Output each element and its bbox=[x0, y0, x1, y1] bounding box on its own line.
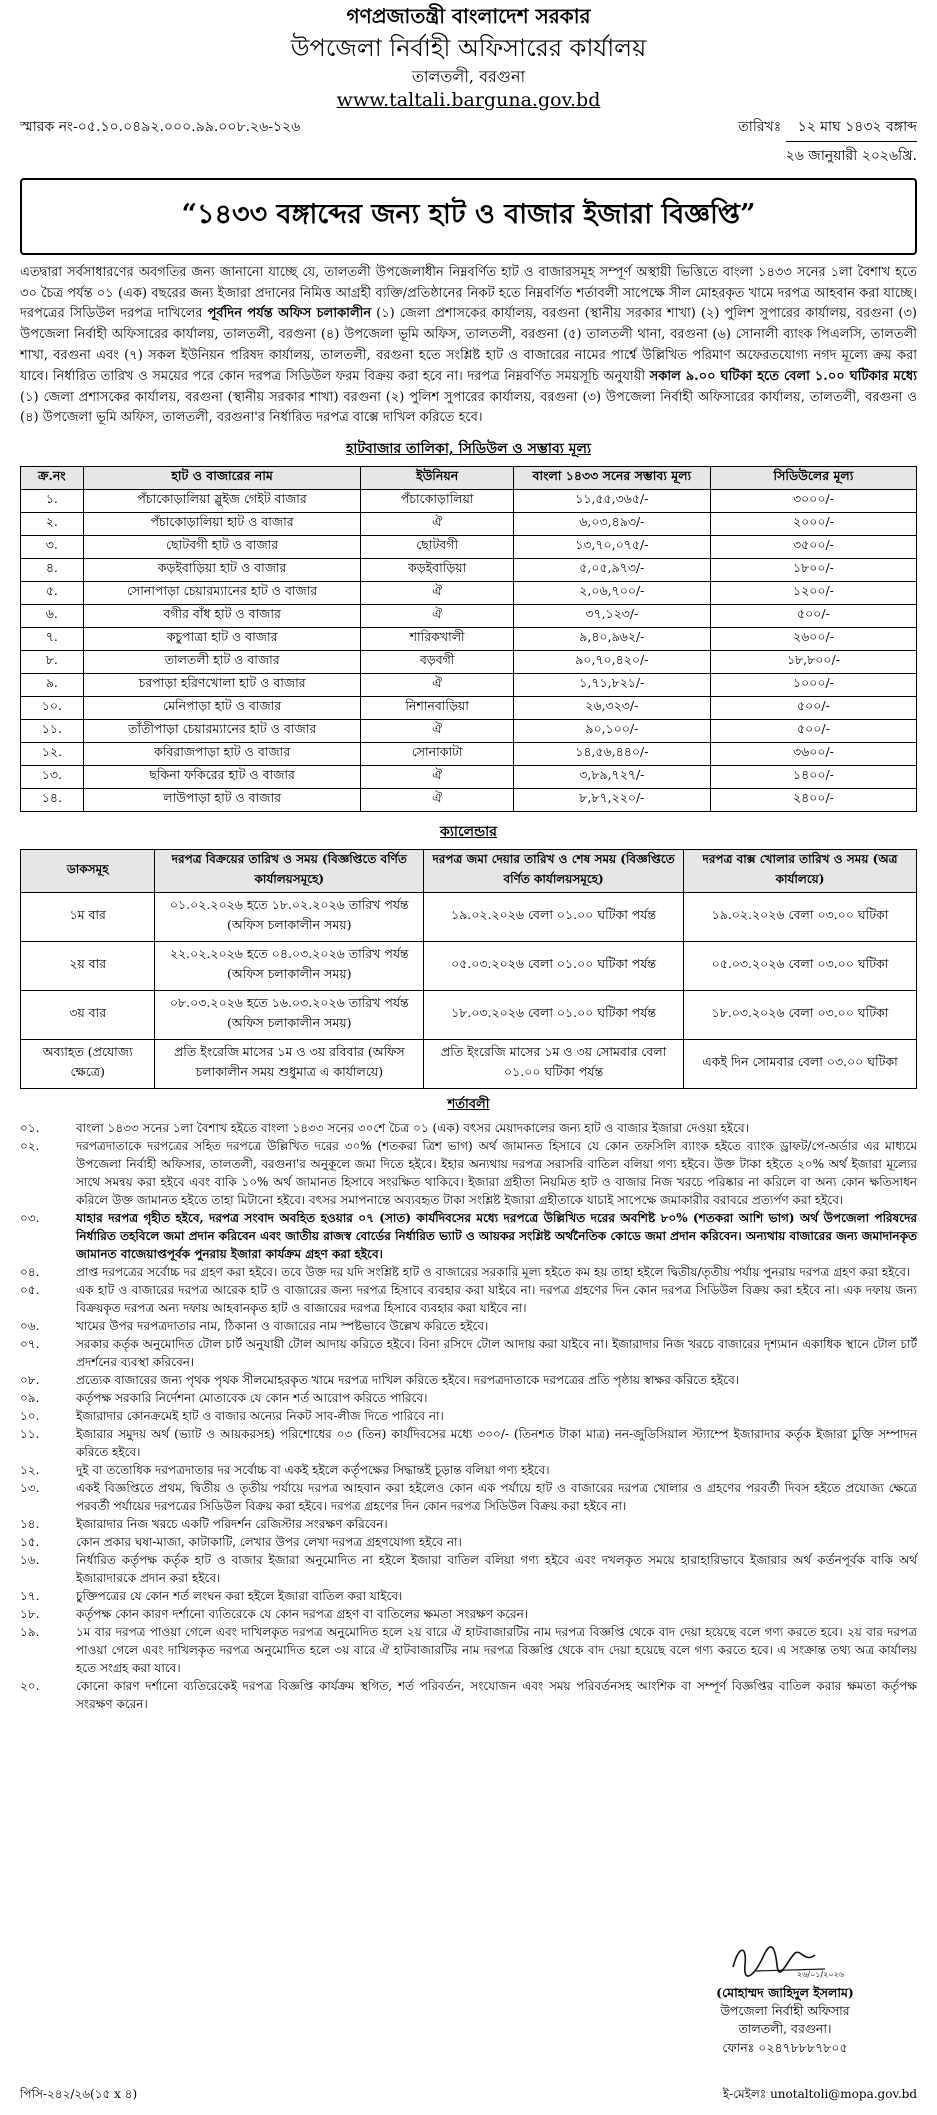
condition-text: ইজারার সমুদয় অর্থ (ভ্যাট ও আয়করসহ) পরিশোধের ০৩ (তিন) কার্যদিবসের মধ্যে ৩০০/- (তিনশত টাকা মাত্র) নন-জুডিসিয়াল স্ট্যাম্পে ইজারাদার কর্তৃক ইজারা চুক্তি সম্পাদন করিতে হইবে। bbox=[76, 1427, 917, 1460]
market-table-title: হাটবাজার তালিকা, সিডিউল ও সম্ভাব্য মূল্য bbox=[346, 441, 591, 458]
table-row bbox=[21, 651, 917, 674]
condition-number: ১১. bbox=[20, 1427, 40, 1442]
condition-text: প্রত্যেক বাজারের জন্য পৃথক পৃথক সীলমোহরকৃত খামে দরপত্র দাখিল করিতে হইবে। দরপত্রদাতাকে দরপত্রের প্রতি পৃষ্ঠায় স্বাক্ষর করিতে হইবে। bbox=[76, 1373, 740, 1388]
table-row bbox=[21, 766, 917, 789]
condition-number: ০৩. bbox=[20, 1211, 40, 1226]
list-item bbox=[20, 1281, 917, 1317]
calendar-cell: ০৮.০৩.২০২৬ হতে ১৬.০৩.২০২৬ তারিখ পর্যন্ত (অফিস চলাকালীন সময়) bbox=[155, 991, 424, 1040]
market-cell: ১৪. bbox=[21, 789, 84, 812]
market-cell: তালতলী হাট ও বাজার bbox=[83, 651, 361, 674]
market-cell: কড়ইবাড়িয়া bbox=[361, 559, 513, 582]
market-cell: ৯. bbox=[21, 674, 84, 697]
condition-number: ০৬. bbox=[20, 1319, 40, 1334]
market-cell: সোনাপাড়া চেয়ারম্যানের হাট ও বাজার bbox=[83, 582, 361, 605]
market-cell: ঐ bbox=[361, 513, 513, 536]
market-cell: ছকিনা ফকিরের হাট ও বাজার bbox=[83, 766, 361, 789]
intro-text-1: এতদ্বারা সর্বসাধারণের অবগতির জন্য জানানো যাচ্ছে যে, তালতলী উপজেলাধীন নিম্নবর্ণিত হাট ও বাজারসমূহ সম্পূর্ণ অস্থায়ী ভিত্তিতে বাংলা ১৪৩৩ সনের ১লা বৈশাখ হতে ৩০ চৈত্র পর্যন্ত ০১ (এক) বছরের জন্য ইজারা প্রদানের নিমিত্ত আগ্রহী ব্যক্তি/প্রতিষ্ঠানের নিকট হতে নিম্নবর্ণিত শর্তাবলী সাপেক্ষে সীল মোহরকৃত খামে দরপত্র আহবান করা যাচ্ছে। দরপত্রের সিডিউল দরপত্র দাখিলের bbox=[20, 264, 917, 322]
condition-number: ০১. bbox=[20, 1121, 40, 1136]
condition-number: ১৩. bbox=[20, 1481, 40, 1496]
market-cell: ১৮০০/- bbox=[710, 559, 916, 582]
market-cell: ১১,৫৫,৩৬৫/- bbox=[513, 490, 710, 513]
list-item bbox=[20, 1371, 917, 1389]
condition-text: কর্তৃপক্ষ সরকারি নির্দেশনা মোতাবেক যে কোন শর্ত আরোপ করিতে পারিবে। bbox=[76, 1391, 428, 1406]
list-item bbox=[20, 1623, 917, 1677]
condition-text: কোনো কারণ দর্শানো ব্যতিরেকেই দরপত্র বিজ্ঞপ্তি কার্যক্রম স্থগিত, শর্ত পরিবর্তন, সংযোজন এবং সময় পরিবর্তনসহ আংশিক বা সম্পূর্ণ বিজ্ঞপ্তির বাতিল করার ক্ষমতা কর্তৃপক্ষ সংরক্ষণ করেন। bbox=[76, 1679, 917, 1712]
calendar-cell: ০৫.০৩.২০২৬ বেলা ০৩.০০ ঘটিকা bbox=[684, 942, 917, 991]
market-cell: ৭. bbox=[21, 628, 84, 651]
market-header-cell: ইউনিয়ন bbox=[361, 467, 513, 490]
condition-number: ১৬. bbox=[20, 1553, 40, 1568]
table-row bbox=[21, 720, 917, 743]
market-cell: ঐ bbox=[361, 605, 513, 628]
intro-paragraph bbox=[20, 263, 917, 429]
calendar-cell: ১৯.০২.২০২৬ বেলা ০১.০০ ঘটিকা পর্যন্ত bbox=[424, 893, 684, 942]
market-cell: কড়ইবাড়িয়া হাট ও বাজার bbox=[83, 559, 361, 582]
list-item bbox=[20, 1479, 917, 1515]
list-item bbox=[20, 1587, 917, 1605]
condition-text: চুক্তিপত্রের যে কোন শর্ত লংঘন করা হইলে ইজারা বাতিল করা যাইবে। bbox=[76, 1589, 403, 1604]
calendar-cell: ০১.০২.২০২৬ হতে ১৮.০২.২০২৬ তারিখ পর্যন্ত (অফিস চলাকালীন সময়) bbox=[155, 893, 424, 942]
condition-number: ১৯. bbox=[20, 1625, 40, 1640]
market-cell: কবিরাজপাড়া হাট ও বাজার bbox=[83, 743, 361, 766]
list-item bbox=[20, 1515, 917, 1533]
market-cell: তাঁতীপাড়া চেয়ারম্যানের হাট ও বাজার bbox=[83, 720, 361, 743]
signature-scribble-icon bbox=[725, 1935, 845, 1979]
condition-number: ১৫. bbox=[20, 1535, 40, 1550]
list-item bbox=[20, 1407, 917, 1425]
market-header-cell: ক্র.নং bbox=[21, 467, 84, 490]
list-item bbox=[20, 1677, 917, 1713]
table-row bbox=[21, 743, 917, 766]
table-row bbox=[21, 536, 917, 559]
calendar-table bbox=[20, 849, 917, 1089]
intro-bold-2: সকাল ৯.০০ ঘটিকা হতে বেলা ১.০০ ঘটিকার মধ্যে bbox=[649, 368, 917, 384]
table-row bbox=[21, 991, 917, 1040]
intro-bold-1: পূর্বদিন পর্যন্ত অফিস চলাকালীন bbox=[207, 306, 372, 322]
market-cell: লাউপাড়া হাট ও বাজার bbox=[83, 789, 361, 812]
market-cell: বড়বগী bbox=[361, 651, 513, 674]
condition-number: ১০. bbox=[20, 1409, 40, 1424]
notice-banner: “১৪৩৩ বঙ্গাব্দের জন্য হাট ও বাজার ইজারা বিজ্ঞপ্তি” bbox=[20, 178, 917, 255]
market-cell: ৩৫০০/- bbox=[710, 536, 916, 559]
market-cell: ৯০,৭০,৪২০/- bbox=[513, 651, 710, 674]
market-cell: ছোটবগী bbox=[361, 536, 513, 559]
market-cell: ঐ bbox=[361, 766, 513, 789]
calendar-cell: ২য় বার bbox=[21, 942, 155, 991]
market-header-cell: সিডিউলের মূল্য bbox=[710, 467, 916, 490]
condition-text: ১ম বার দরপত্র পাওয়া গেলে এবং দাখিলকৃত দরপত্র অনুমোদিত হলে ২য় বারে ঐ হাটবাজারটির নাম দরপত্র বিজ্ঞপ্তি থেকে বাদ দেয়া হয়েছে বলে গণ্য করতে হবে। ২য় বার দরপত্র পাওয়া গেলে এবং দাখিলকৃত দরপত্র অনুমোদিত হলে ৩য় বারে ঐ হাটবাজারটির নাম দরপত্র বিজ্ঞপ্তি থেকে বাদ দেয়া হয়েছে বলে গণ্য করতে হবে। এ সংক্রান্ত তথ্য অত্র কার্যালয় হতে সংগ্রহ করা যাবে। bbox=[76, 1625, 917, 1676]
market-cell: পঁচাকোড়ালিয়া bbox=[361, 490, 513, 513]
list-item bbox=[20, 1209, 917, 1263]
market-cell: ৫০০/- bbox=[710, 697, 916, 720]
calendar-title: ক্যালেন্ডার bbox=[440, 824, 497, 841]
signature-block bbox=[675, 1935, 895, 2057]
market-cell: ৫,০৫,৯৭৩/- bbox=[513, 559, 710, 582]
market-cell: পঁচাকোড়ালিয়া হাট ও বাজার bbox=[83, 513, 361, 536]
market-header-cell: হাট ও বাজারের নাম bbox=[83, 467, 361, 490]
intro-text-2: (১) জেলা প্রশাসকের কার্যালয়, বরগুনা (স্থানীয় সরকার শাখা) (২) পুলিশ সুপারের কার্যালয়, বরগুনা (৩) উপজেলা নির্বাহী অফিসারের কার্যালয়, তালতলী, বরগুনা (৪) উপজেলা ভূমি অফিস, তালতলী, বরগুনা (৫) তালতলী থানা, বরগুনা (৬) সোনালী ব্যাংক পিএলসি, তালতলী শাখা, বরগুনা এবং (৭) সকল ইউনিয়ন পরিষদ কার্যালয়, তালতলী, বরগুনা হতে সংশ্লিষ্ট হাট ও বাজারের নামের পার্শ্বে উল্লিখিত পরিমাণ অফেরতযোগ্য নগদ মূল্যে ক্রয় করা যাবে। নির্ধারিত তারিখ ও সময়ের পরে কোন দরপত্র সিডিউল ফরম বিক্রয় করা হবে না। দরপত্র নিম্নবর্ণিত সময়সূচি অনুযায়ী bbox=[20, 306, 917, 384]
condition-text: সরকার কর্তৃক অনুমোদিত টোল চার্ট অনুযায়ী টোল আদায় করিতে হইবে। বিনা রসিদে টোল আদায় করা যাইবে না। ইজারাদার নিজ খরচে বাজারের দৃশ্যমান একাধিক স্থানে টোল চার্ট প্রদর্শনের ব্যবস্থা করিবেন। bbox=[76, 1337, 917, 1370]
market-cell: ২০০০/- bbox=[710, 513, 916, 536]
calendar-cell: প্রতি ইংরেজি মাসের ১ম ও ৩য় রবিবার (অফিস চলাকালীন সময় শুধুমাত্র এ কার্যালয়ে) bbox=[155, 1040, 424, 1089]
condition-number: ০৭. bbox=[20, 1337, 40, 1352]
market-cell: ১২. bbox=[21, 743, 84, 766]
market-cell: ১০০০/- bbox=[710, 674, 916, 697]
condition-number: ১২. bbox=[20, 1463, 40, 1478]
market-cell: ৮,৮৭,২২০/- bbox=[513, 789, 710, 812]
gov-title: গণপ্রজাতন্ত্রী বাংলাদেশ সরকার bbox=[346, 4, 591, 28]
table-row bbox=[21, 628, 917, 651]
calendar-cell: ০৫.০৩.২০২৬ বেলা ০১.০০ ঘটিকা পর্যন্ত bbox=[424, 942, 684, 991]
condition-text: ইজারাদার কোনক্রমেই হাট ও বাজার অন্যের নিকট সাব-লীজ দিতে পারিবে না। bbox=[76, 1409, 444, 1424]
calendar-cell: ১৮.০৩.২০২৬ বেলা ০১.০০ ঘটিকা পর্যন্ত bbox=[424, 991, 684, 1040]
market-cell: ১৪,৫৬,৪৪০/- bbox=[513, 743, 710, 766]
market-cell: ছোটবগী হাট ও বাজার bbox=[83, 536, 361, 559]
calendar-cell: ২২.০২.২০২৬ হতে ০৪.০৩.২০২৬ তারিখ পর্যন্ত (অফিস চলাকালীন সময়) bbox=[155, 942, 424, 991]
condition-number: ০৫. bbox=[20, 1283, 40, 1298]
market-cell: ৫. bbox=[21, 582, 84, 605]
market-cell: ১১. bbox=[21, 720, 84, 743]
condition-number: ১৭. bbox=[20, 1589, 40, 1604]
market-header-cell: বাংলা ১৪৩৩ সনের সম্ভাব্য মূল্য bbox=[513, 467, 710, 490]
list-item bbox=[20, 1605, 917, 1623]
calendar-cell: অব্যাহত (প্রযোজ্য ক্ষেত্রে) bbox=[21, 1040, 155, 1089]
market-cell: ১৮,৮০০/- bbox=[710, 651, 916, 674]
market-cell: ২৬০০/- bbox=[710, 628, 916, 651]
condition-text: একই বিজ্ঞপ্তিতে প্রথম, দ্বিতীয় ও তৃতীয় পর্যায়ে দরপত্র আহবান করা হইলেও কোন এক পর্যায়ে হাট ও বাজারের দরপত্র খোলার ও গ্রহণের পরবর্তী দিবস হইতে প্রযোজ্য ক্ষেত্রে পরবর্তী পর্যায়ের দরপত্রের সিডিউল বিক্রয় করা হইবে। দরপত্র গ্রহণের দিন কোন দরপত্র সিডিউল বিক্রয় করা হইবে না। bbox=[76, 1481, 917, 1514]
condition-text: নির্ধারিত কর্তৃপক্ষ কর্তৃক হাট ও বাজার ইজারা অনুমোদিত না হইলে ইজারা বাতিল বলিয়া গণ্য হইবে এবং দখলকৃত সময়ে হারাহারিভাবে ইজারার অর্থ কর্তনপূর্বক বাকি অর্থ ইজারাদারকে প্রদান করা হইবে। bbox=[76, 1553, 917, 1586]
calendar-header-cell: ডাকসমূহ bbox=[21, 850, 155, 893]
market-cell: ৩৬০০/- bbox=[710, 743, 916, 766]
list-item bbox=[20, 1137, 917, 1209]
signer-place: তালতলী, বরগুনা। bbox=[738, 2021, 832, 2037]
memo-row bbox=[20, 115, 917, 168]
condition-text: দরপত্রদাতাকে দরপত্রের সহিত দরপত্রে উল্লিখিত দরের ৩০% (শতকরা ত্রিশ ভাগ) অর্থ জামানত হিসাবে যে কোন তফসিলি ব্যাংক হইতে ব্যাংক ড্রাফট/পে-অর্ডার এর মাধ্যমে উপজেলা নির্বাহী অফিসার, তালতলী, বরগুনা'র অনুকূলে জমা দিতে হইবে। ইহার অন্যথায় দরপত্র সরাসরি বাতিল বলিয়া গণ্য হইবে। উক্ত টাকা হইতে ২০% অর্থ ইজারা মূল্যের সাথে সমন্বয় করা হইবে এবং বাকি ১০% অর্থ জামানত হিসাবে সংরক্ষিত থাকিবে। ইজারা গ্রহীতা নিয়মিত হাট ও বাজার নিজ খরচে পরিষ্কার না করিলে বা অন্য কোন ক্ষতিসাধন করিলে উক্ত জামানত হইতে তাহা মিটানো হইবে। বৎসর সমাপনান্তে অব্যবহৃত টাকা সংশ্লিষ্ট ইজারা গ্রহীতাকে যাচাই সাপেক্ষে জমাকারীর বরাবরে প্রত্যর্পণ করা হইবে। bbox=[76, 1139, 917, 1208]
market-cell: ঐ bbox=[361, 789, 513, 812]
condition-number: ০৯. bbox=[20, 1391, 40, 1406]
condition-number: ০৪. bbox=[20, 1265, 40, 1280]
list-item bbox=[20, 1551, 917, 1587]
memo-number: স্মারক নং-০৫.১০.০৪৯২.০০০.৯৯.০০৮.২৬-১২৬ bbox=[20, 118, 301, 135]
office-place: তালতলী, বরগুনা bbox=[411, 67, 526, 86]
conditions-list bbox=[20, 1119, 917, 1713]
table-row bbox=[21, 893, 917, 942]
market-cell: ঐ bbox=[361, 720, 513, 743]
market-cell: ৮. bbox=[21, 651, 84, 674]
market-cell: সোনাকাটা bbox=[361, 743, 513, 766]
market-cell: ২,০৬,৭০০/- bbox=[513, 582, 710, 605]
market-cell: ৫০০/- bbox=[710, 605, 916, 628]
market-cell: ৩৭,১২৩/- bbox=[513, 605, 710, 628]
date-label: তারিখঃ bbox=[738, 118, 782, 135]
date-block bbox=[738, 115, 917, 168]
signature-date: ২৬/০১/২০২৬ bbox=[797, 1970, 844, 1979]
signer-title: উপজেলা নির্বাহী অফিসার bbox=[720, 2003, 850, 2019]
market-cell: কচুপাত্রা হাট ও বাজার bbox=[83, 628, 361, 651]
table-row bbox=[21, 490, 917, 513]
market-cell: ২. bbox=[21, 513, 84, 536]
condition-text: যাহার দরপত্র গৃহীত হইবে, দরপত্র সংবাদ অবহিত হওয়ার ০৭ (সাত) কার্যদিবসের মধ্যে দরপত্রে উল্লিখিত দরের অবশিষ্ট ৮০% (শতকরা আশি ভাগ) অর্থ উপজেলা পরিষদের নির্ধারিত তহবিলে জমা প্রদান করিবেন এবং জাতীয় রাজস্ব বোর্ডের নির্ধারিত ভ্যাট ও আয়কর সংশ্লিষ্ট অর্থনৈতিক কোডে জমা প্রদান করিবেন। অন্যথায় বাজারের জন্য জমাদানকৃত জামানত বাজেয়াপ্তপূর্বক পুনরায় ইজারা কার্যক্রম গ্রহণ করা হইবে। bbox=[76, 1211, 917, 1262]
date-english: ২৬ জানুয়ারী ২০২৬খ্রি. bbox=[786, 141, 917, 168]
table-row bbox=[21, 513, 917, 536]
market-cell: ৫০০/- bbox=[710, 720, 916, 743]
calendar-header-cell: দরপত্র জমা দেয়ার তারিখ ও শেষ সময় (বিজ্ঞপ্তিতে বর্ণিত কার্যালয়সমূহে) bbox=[424, 850, 684, 893]
condition-text: খামের উপর দরপত্রদাতার নাম, ঠিকানা ও বাজারের নাম স্পষ্টভাবে উল্লেখ করিতে হইবে। bbox=[76, 1319, 489, 1334]
table-row bbox=[21, 697, 917, 720]
market-cell: ১৩,৭০,০৭৫/- bbox=[513, 536, 710, 559]
condition-number: ১৮. bbox=[20, 1607, 40, 1622]
calendar-cell: একই দিন সোমবার বেলা ০৩.০০ ঘটিকা bbox=[684, 1040, 917, 1089]
calendar-cell: ৩য় বার bbox=[21, 991, 155, 1040]
table-row bbox=[21, 559, 917, 582]
calendar-cell: প্রতি ইংরেজি মাসের ১ম ও ৩য় সোমবার বেলা ০১.০০ ঘটিকা পর্যন্ত bbox=[424, 1040, 684, 1089]
condition-text: প্রাপ্ত দরপত্রের সর্বোচ্চ দর গ্রহণ করা হইবে। তবে উক্ত দর যদি সংশ্লিষ্ট হাট ও বাজারের সরকারি মূল্য হইতে কম হয় তাহা হইলে দ্বিতীয়/তৃতীয় পর্যায় পুনরায় দরপত্র গ্রহণ করা হইবে। bbox=[76, 1265, 911, 1280]
calendar-header-cell: দরপত্র বিক্রয়ের তারিখ ও সময় (বিজ্ঞপ্তিতে বর্ণিত কার্যালয়সমূহে) bbox=[155, 850, 424, 893]
calendar-cell: ১৮.০৩.২০২৬ বেলা ০৩.০০ ঘটিকা bbox=[684, 991, 917, 1040]
market-cell: ১৪০০/- bbox=[710, 766, 916, 789]
market-cell: ৩,৮৯,৭২৭/- bbox=[513, 766, 710, 789]
market-cell: ৬. bbox=[21, 605, 84, 628]
table-row bbox=[21, 1040, 917, 1089]
market-cell: মেনিপাড়া হাট ও বাজার bbox=[83, 697, 361, 720]
signer-phone: ফোনঃ ০২৪৭৮৮৮৭৮০৫ bbox=[722, 2039, 848, 2055]
signer-name: (মোহাম্মদ জাহিদুল ইসলাম) bbox=[716, 1985, 854, 2001]
market-table bbox=[20, 466, 917, 812]
market-cell: চরপাড়া হরিণখোলা হাট ও বাজার bbox=[83, 674, 361, 697]
table-row bbox=[21, 582, 917, 605]
table-row bbox=[21, 605, 917, 628]
calendar-cell: ১ম বার bbox=[21, 893, 155, 942]
market-cell: ২৬,৩২৩/- bbox=[513, 697, 710, 720]
conditions-title: শর্তাবলী bbox=[447, 1097, 490, 1113]
condition-text: বাংলা ১৪৩৩ সনের ১লা বৈশাখ হইতে বাংলা ১৪৩৩ সনের ৩০শে চৈত্র ০১ (এক) বৎসর মেয়াদকালের জন্য হাট ও বাজার ইজারা দেওয়া হইবে। bbox=[76, 1121, 749, 1136]
list-item bbox=[20, 1335, 917, 1371]
market-cell: ১. bbox=[21, 490, 84, 513]
condition-text: ইজারাদার নিজ খরচে একটি পরিদর্শন রেজিস্টার সংরক্ষণ করিবেন। bbox=[76, 1517, 388, 1532]
print-code: পিসি-২৪২/২৬(১৫ x ৪) bbox=[20, 2087, 138, 2101]
table-row bbox=[21, 789, 917, 812]
condition-number: ০৮. bbox=[20, 1373, 40, 1388]
signer-email[interactable]: ই-মেইলঃ unotaltoli@mopa.gov.bd bbox=[722, 2087, 917, 2101]
date-bangla: ১২ মাঘ ১৪৩২ বঙ্গাব্দ bbox=[797, 118, 917, 135]
condition-text: দুই বা ততোধিক দরপত্রদাতার দর সর্বোচ্চ বা একই হইলে কর্তৃপক্ষের সিদ্ধান্তই চূড়ান্ত বলিয়া গণ্য হইবে। bbox=[76, 1463, 550, 1478]
condition-text: এক হাট ও বাজারের দরপত্র আরেক হাট ও বাজারের জন্য দরপত্র হিসাবে ব্যবহার করা যাইবে না। দরপত্র গ্রহণের দিন কোন দরপত্র সিডিউল বিক্রয় করা হইবে না। এক দফায় জন্য বিক্রয়কৃত দরপত্র অন্য দফায় আহবানকৃত হাট ও বাজারের দরপত্র হিসাবে ব্যবহার করা যাইবে না। bbox=[76, 1283, 917, 1316]
market-cell: নিশানবাড়িয়া bbox=[361, 697, 513, 720]
condition-number: ১৪. bbox=[20, 1517, 40, 1532]
market-cell: ৬,০৩,৪৯৩/- bbox=[513, 513, 710, 536]
condition-text: কর্তৃপক্ষ কোন কারণ দর্শানো ব্যতিরেকে যে কোন দরপত্র গ্রহণ বা বাতিলের ক্ষমতা সংরক্ষণ করেন। bbox=[76, 1607, 529, 1622]
website-link[interactable]: www.taltali.barguna.gov.bd bbox=[336, 89, 601, 111]
market-cell: ৩০০০/- bbox=[710, 490, 916, 513]
list-item bbox=[20, 1119, 917, 1137]
market-cell: ৯০,১০০/- bbox=[513, 720, 710, 743]
list-item bbox=[20, 1263, 917, 1281]
market-cell: বগীর বাঁধ হাট ও বাজার bbox=[83, 605, 361, 628]
intro-text-3: (১) জেলা প্রশাসকের কার্যালয়, বরগুনা (স্থানীয় সরকার শাখা) বরগুনা (২) পুলিশ সুপারের কার্যালয়, বরগুনা (৩) উপজেলা নির্বাহী অফিসারের কার্যালয়, তালতলী, বরগুনা ও (৪) উপজেলা ভূমি অফিস, তালতলী, বরগুনা'র নির্ধারিত দরপত্র বাক্সে দাখিল করিতে হবে। bbox=[20, 389, 917, 426]
market-cell: ১৩. bbox=[21, 766, 84, 789]
market-cell: ১,৭১,৮২১/- bbox=[513, 674, 710, 697]
market-cell: ১২০০/- bbox=[710, 582, 916, 605]
market-cell: ৪. bbox=[21, 559, 84, 582]
list-item bbox=[20, 1461, 917, 1479]
market-cell: ১০. bbox=[21, 697, 84, 720]
list-item bbox=[20, 1425, 917, 1461]
footer bbox=[20, 2086, 917, 2106]
list-item bbox=[20, 1389, 917, 1407]
market-cell: ৯,৪০,৯৬২/- bbox=[513, 628, 710, 651]
market-cell: ঐ bbox=[361, 674, 513, 697]
calendar-header-cell: দরপত্র বাক্স খোলার তারিখ ও সময় (অত্র কার্যালয়ে) bbox=[684, 850, 917, 893]
condition-number: ০২. bbox=[20, 1139, 40, 1154]
list-item bbox=[20, 1317, 917, 1335]
calendar-cell: ১৯.০২.২০২৬ বেলা ০৩.০০ ঘটিকা bbox=[684, 893, 917, 942]
letterhead bbox=[20, 0, 917, 113]
table-row bbox=[21, 674, 917, 697]
market-cell: পঁচাকোড়ালিয়া স্লুইজ গেইট বাজার bbox=[83, 490, 361, 513]
market-cell: ৩. bbox=[21, 536, 84, 559]
condition-text: কোন প্রকার ঘষা-মাজা, কাটাকাটি, লেখার উপর লেখা দরপত্র গ্রহণযোগ্য হইবে না। bbox=[76, 1535, 462, 1550]
condition-number: ২০. bbox=[20, 1679, 40, 1694]
table-row bbox=[21, 942, 917, 991]
list-item bbox=[20, 1533, 917, 1551]
market-cell: ঐ bbox=[361, 582, 513, 605]
market-cell: শারিকখালী bbox=[361, 628, 513, 651]
market-cell: ২৪০০/- bbox=[710, 789, 916, 812]
office-title: উপজেলা নির্বাহী অফিসারের কার্যালয় bbox=[290, 34, 647, 62]
